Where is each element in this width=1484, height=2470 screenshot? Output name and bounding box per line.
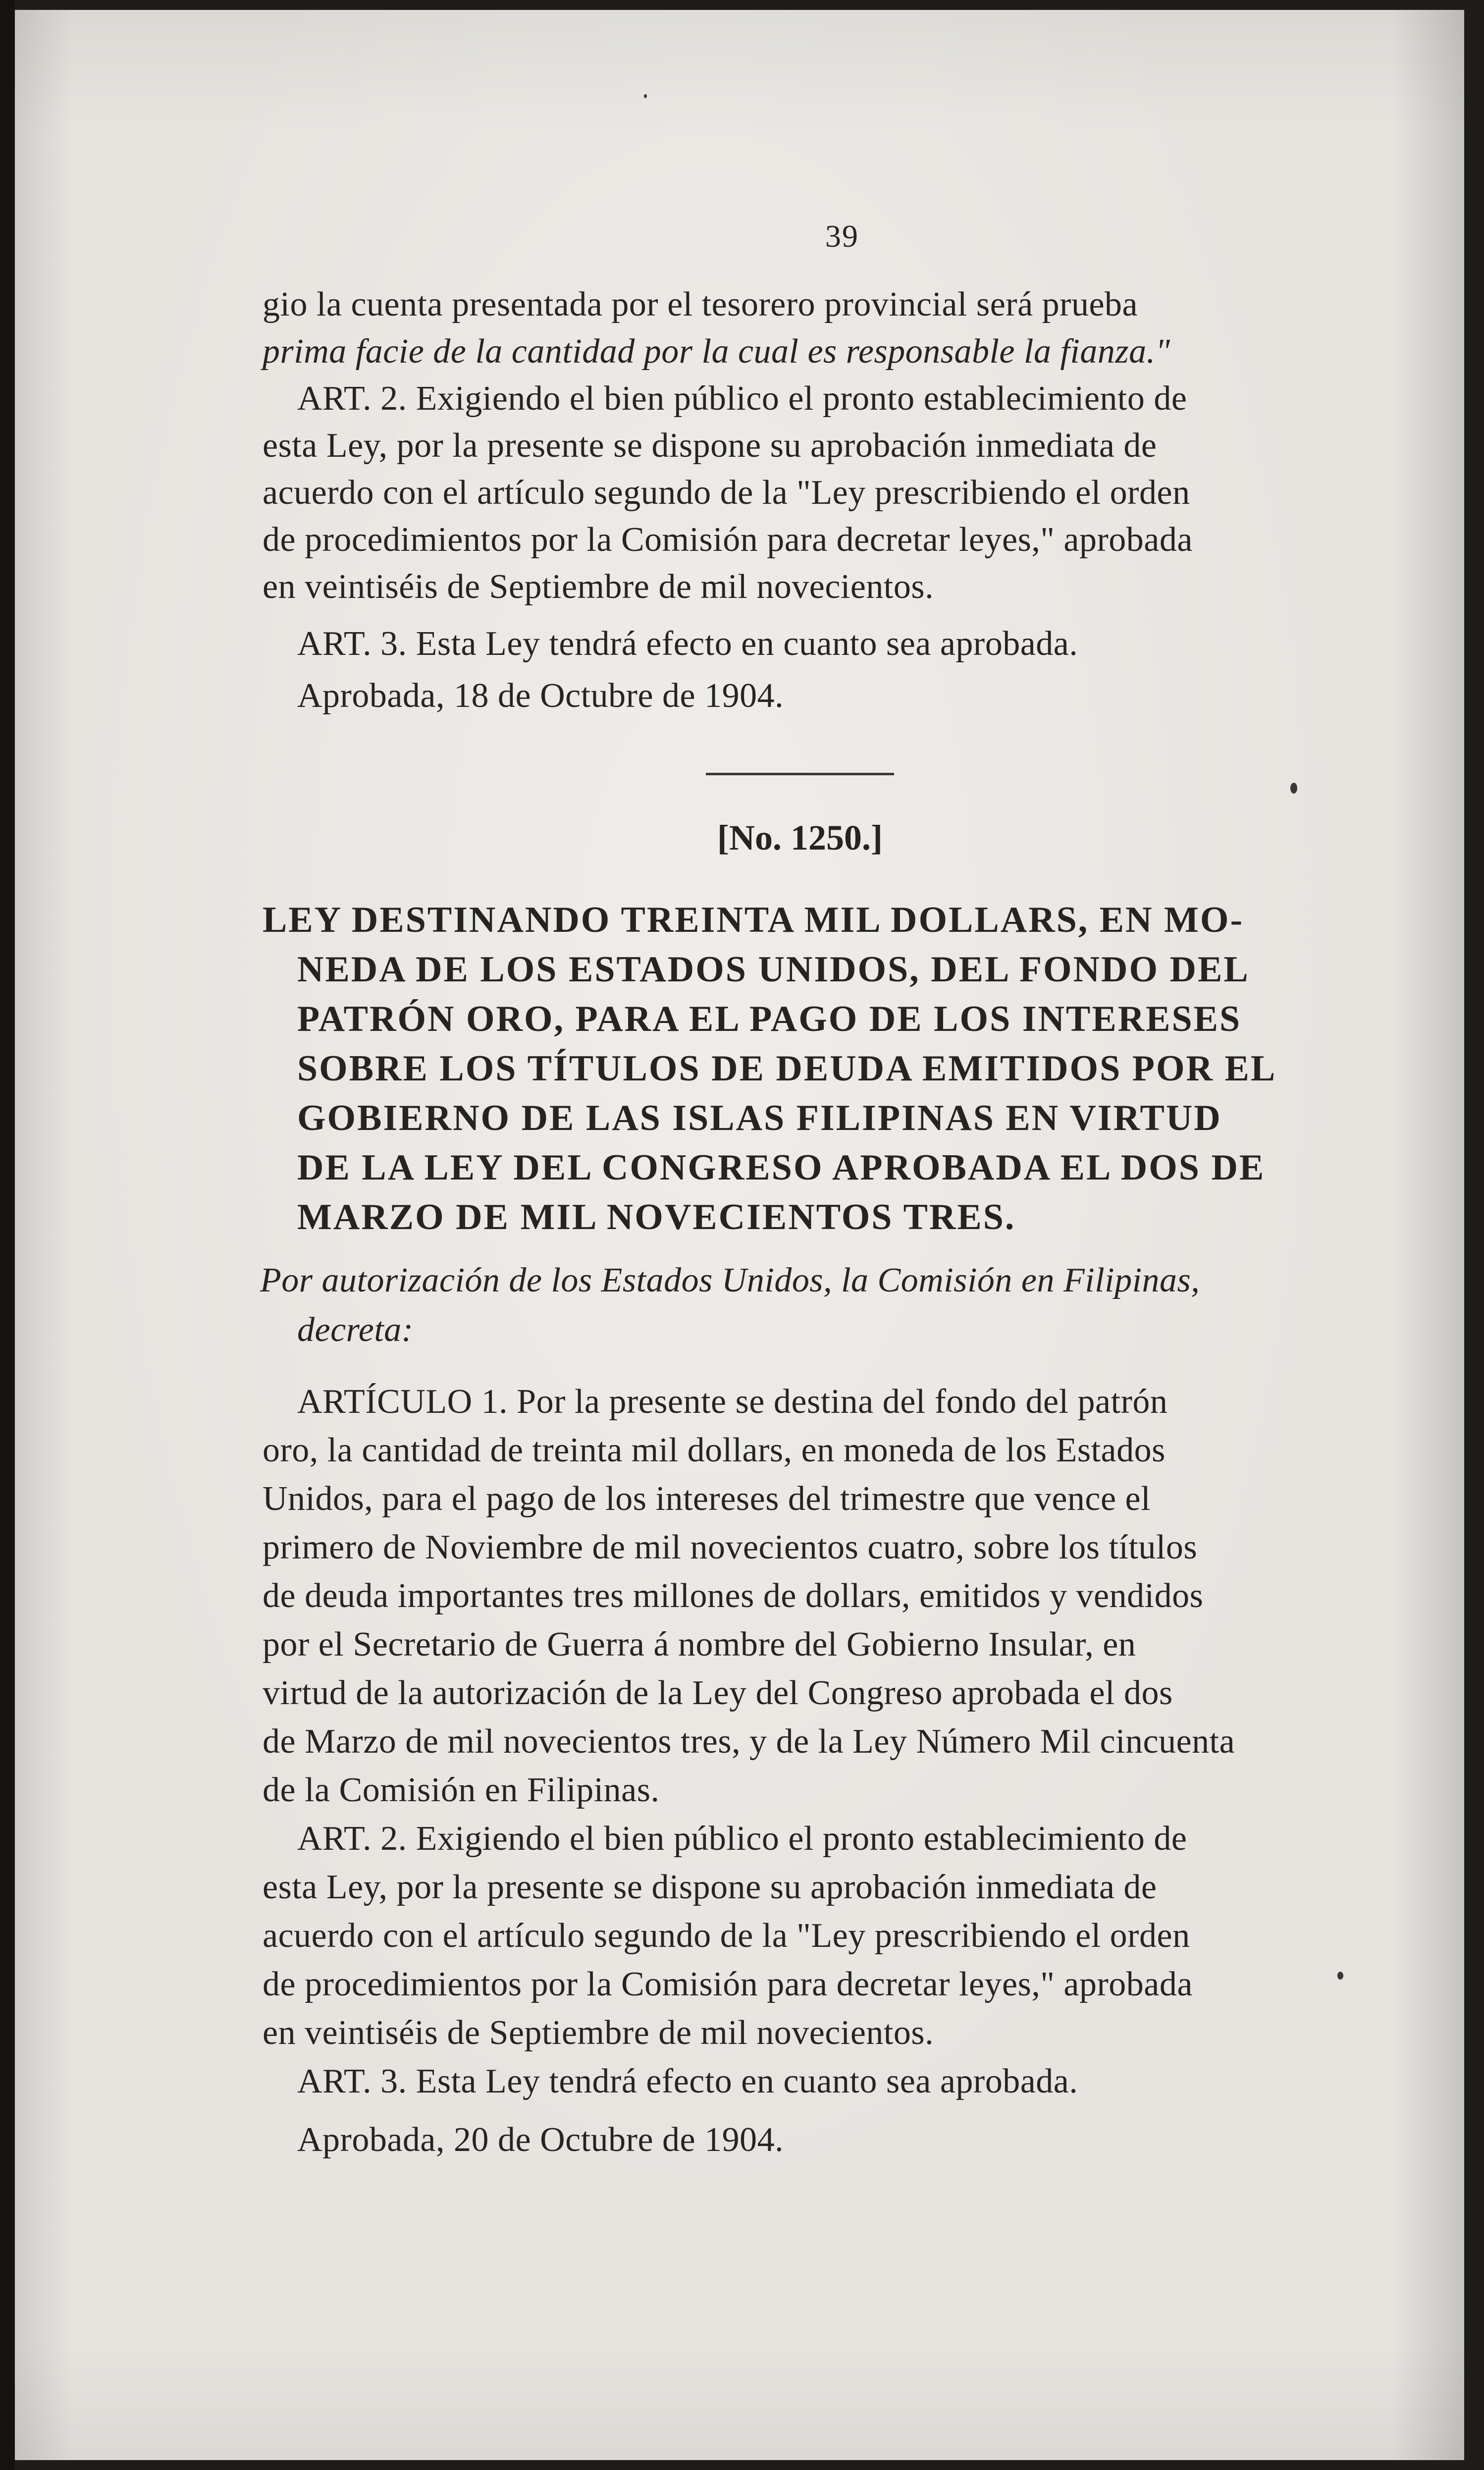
body-line: ARTÍCULO 1. Por la presente se destina del fondo del patrón — [297, 1383, 1168, 1421]
ink-speck — [1290, 783, 1297, 794]
ink-speck — [1337, 1972, 1343, 1980]
body-line: oro, la cantidad de treinta mil dollars, en moneda de los Estados — [263, 1431, 1166, 1469]
title-line: PATRÓN ORO, PARA EL PAGO DE LOS INTERESES — [297, 999, 1242, 1039]
body-line: de Marzo de mil novecientos tres, y de la Ley Número Mil cincuenta — [263, 1722, 1235, 1761]
body-line: de deuda importantes tres millones de dollars, emitidos y vendidos — [263, 1577, 1204, 1615]
book-page — [15, 10, 1464, 2460]
title-line: SOBRE LOS TÍTULOS DE DEUDA EMITIDOS POR EL — [297, 1048, 1277, 1089]
title-line: GOBIERNO DE LAS ISLAS FILIPINAS EN VIRTUD — [297, 1098, 1222, 1138]
title-line: DE LA LEY DEL CONGRESO APROBADA EL DOS DE — [297, 1147, 1266, 1188]
title-line: MARZO DE MIL NOVECIENTOS TRES. — [297, 1197, 1016, 1237]
approval-date: Aprobada, 20 de Octubre de 1904. — [297, 2121, 784, 2159]
title-line: LEY DESTINANDO TREINTA MIL DOLLARS, EN MO- — [263, 900, 1244, 940]
body-line: por el Secretario de Guerra á nombre del Gobierno Insular, en — [263, 1625, 1136, 1664]
body-line: virtud de la autorización de la Ley del Congreso aprobada el dos — [263, 1674, 1173, 1712]
continuation-line: en veintiséis de Septiembre de mil novecientos. — [263, 568, 934, 606]
approval-date: Aprobada, 18 de Octubre de 1904. — [297, 677, 784, 715]
continuation-line: gio la cuenta presentada por el tesorero provincial será prueba — [263, 285, 1138, 323]
title-line: NEDA DE LOS ESTADOS UNIDOS, DEL FONDO DEL — [297, 949, 1250, 990]
ink-speck — [644, 94, 647, 98]
continuation-line: ART. 2. Exigiendo el bien público el pronto establecimiento de — [297, 379, 1187, 418]
continuation-line: acuerdo con el artículo segundo de la "Ley prescribiendo el orden — [263, 474, 1190, 512]
body-line: acuerdo con el artículo segundo de la "Ley prescribiendo el orden — [263, 1917, 1190, 1955]
body-line: de procedimientos por la Comisión para decretar leyes," aprobada — [263, 1965, 1193, 2003]
body-line: ART. 3. Esta Ley tendrá efecto en cuanto sea aprobada. — [297, 2062, 1078, 2100]
body-line: en veintiséis de Septiembre de mil novecientos. — [263, 2014, 934, 2052]
body-line: de la Comisión en Filipinas. — [263, 1771, 660, 1809]
law-number: [No. 1250.] — [717, 818, 883, 858]
body-line: ART. 2. Exigiendo el bien público el pronto establecimiento de — [297, 1820, 1187, 1858]
book-binding-edge — [0, 0, 15, 2470]
continuation-line: prima facie de la cantidad por la cual es responsable la fianza." — [263, 332, 1170, 371]
body-line: primero de Noviembre de mil novecientos cuatro, sobre los títulos — [263, 1528, 1198, 1566]
body-line: Unidos, para el pago de los intereses del trimestre que vence el — [263, 1480, 1151, 1518]
body-line: esta Ley, por la presente se dispone su aprobación inmediata de — [263, 1868, 1157, 1906]
section-divider — [706, 773, 894, 775]
enacting-line: Por autorización de los Estados Unidos, la Comisión en Filipinas, — [260, 1261, 1200, 1299]
continuation-line: ART. 3. Esta Ley tendrá efecto en cuanto sea aprobada. — [297, 625, 1078, 663]
page-number: 39 — [825, 218, 859, 254]
enacting-line: decreta: — [297, 1311, 414, 1349]
continuation-line: de procedimientos por la Comisión para decretar leyes," aprobada — [263, 521, 1193, 559]
continuation-line: esta Ley, por la presente se dispone su aprobación inmediata de — [263, 427, 1157, 465]
